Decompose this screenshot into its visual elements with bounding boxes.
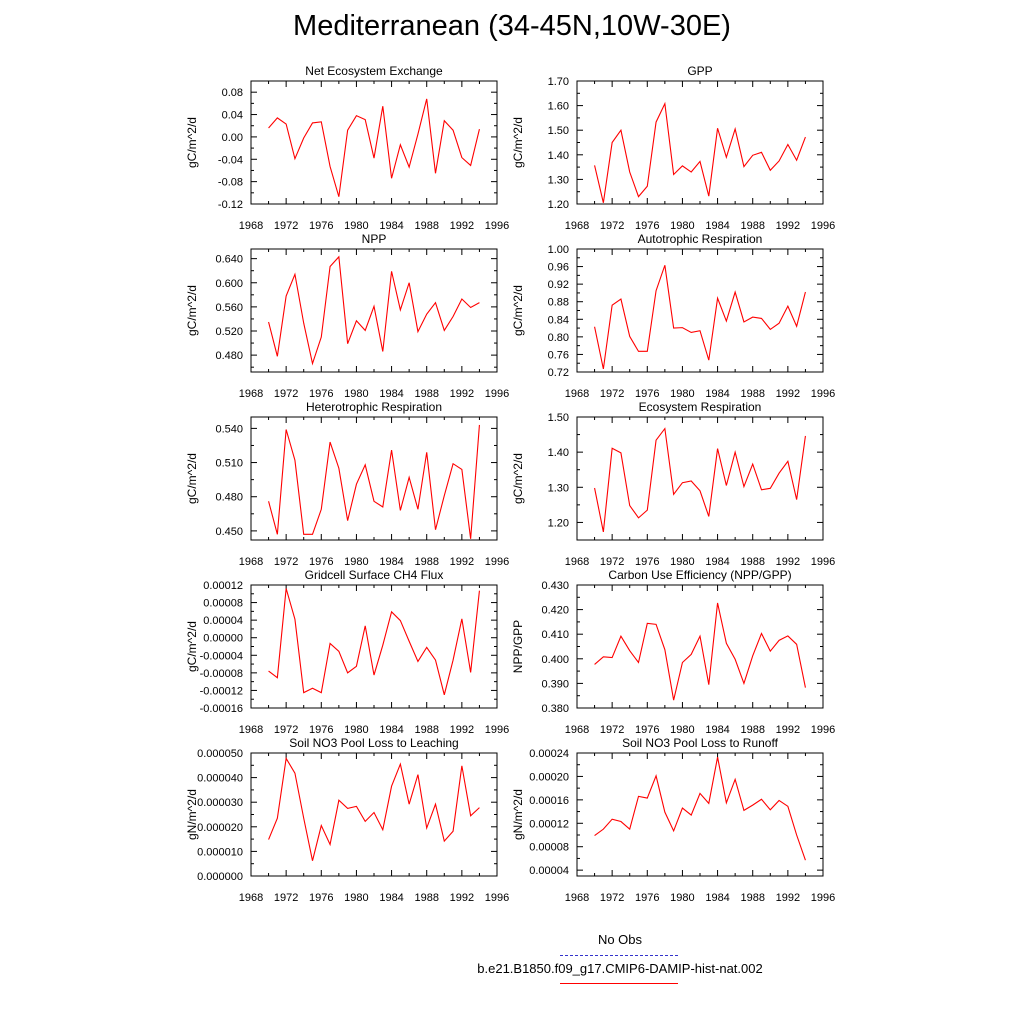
y-tick-label: 0.540 [215,423,243,436]
x-tick-label: 1976 [309,892,334,904]
y-tick-label: -0.00008 [199,667,243,680]
y-tick-label: 0.00016 [529,794,569,807]
x-tick-label: 1976 [635,724,660,736]
x-tick-label: 1992 [775,556,801,568]
x-tick-label: 1992 [775,220,801,232]
plot-frame [251,585,497,708]
x-tick-label: 1968 [238,892,264,904]
x-tick-label: 1988 [740,388,765,400]
y-tick-label: 0.430 [541,580,569,592]
y-tick-label: 0.000020 [197,821,243,834]
x-tick-label: 1996 [810,892,836,904]
x-tick-label: 1984 [705,220,730,232]
x-tick-label: 1996 [810,220,836,232]
legend [430,930,810,990]
y-tick-label: 1.20 [547,517,569,530]
y-tick-label: 0.380 [541,703,569,715]
x-tick-label: 1968 [564,892,590,904]
y-tick-label: 0.000010 [197,846,243,859]
y-tick-label: 0.92 [547,279,569,292]
y-tick-label: 1.00 [547,244,569,256]
y-tick-label: 0.510 [215,457,243,470]
y-axis-label: gC/m^2/d [511,285,525,336]
y-tick-label: 0.390 [541,678,569,691]
x-tick-label: 1992 [775,388,801,400]
x-tick-label: 1976 [635,892,660,904]
y-axis-label: gN/m^2/d [511,789,525,840]
series-line [269,257,480,364]
x-tick-label: 1992 [775,892,801,904]
y-tick-label: 0.410 [541,629,569,642]
x-tick-label: 1988 [740,556,765,568]
series-line [269,758,480,860]
y-tick-label: 0.96 [547,261,569,274]
x-tick-label: 1968 [238,556,264,568]
x-tick-label: 1972 [273,220,299,232]
x-tick-label: 1972 [273,724,299,736]
panel-2 [185,232,509,400]
y-tick-label: 0.520 [215,326,243,338]
x-tick-label: 1976 [635,388,660,400]
y-tick-label: 0.600 [215,277,243,290]
y-axis-label: gN/m^2/d [185,789,199,840]
y-tick-label: 1.50 [547,412,569,424]
y-tick-label: 0.00008 [529,841,569,854]
x-tick-label: 1984 [379,892,404,904]
y-tick-label: 0.480 [215,491,243,504]
x-tick-label: 1972 [599,892,625,904]
y-tick-label: 0.000030 [197,797,243,810]
x-tick-label: 1996 [484,220,510,232]
series-line [595,757,806,860]
x-tick-label: 1972 [273,556,299,568]
y-tick-label: 1.60 [547,100,569,113]
x-tick-label: 1988 [414,892,439,904]
x-tick-label: 1984 [379,724,404,736]
x-tick-label: 1972 [273,388,299,400]
y-axis-label: gC/m^2/d [511,453,525,504]
x-tick-label: 1980 [670,556,695,568]
y-tick-label: 1.30 [547,174,569,187]
x-tick-label: 1984 [379,388,404,400]
x-tick-label: 1976 [309,388,334,400]
x-tick-label: 1984 [705,892,730,904]
panel-title: Autotrophic Respiration [637,232,763,246]
plot-frame [251,753,497,876]
panel-title: Gridcell Surface CH4 Flux [304,568,444,582]
panel-5 [511,400,835,568]
plot-frame [577,81,823,204]
y-tick-label: 0.00008 [203,597,243,610]
y-tick-label: 0.80 [547,331,569,344]
x-tick-label: 1996 [484,556,510,568]
y-tick-label: 0.76 [547,349,569,362]
series-line [595,265,806,369]
y-axis-label: gC/m^2/d [185,285,199,336]
panel-4 [185,400,509,568]
y-tick-label: 0.640 [215,253,243,266]
series-line [269,99,480,197]
panel-0 [185,64,509,232]
panel-9 [511,736,835,904]
x-tick-label: 1988 [740,724,765,736]
x-tick-label: 1980 [344,724,369,736]
panel-7 [511,568,835,736]
y-tick-label: -0.00012 [199,685,243,698]
panel-title: Carbon Use Efficiency (NPP/GPP) [608,568,792,582]
y-tick-label: -0.08 [217,176,243,189]
x-tick-label: 1980 [670,892,695,904]
x-tick-label: 1968 [564,556,590,568]
series-line [595,104,806,203]
x-tick-label: 1980 [344,388,369,400]
y-tick-label: 0.480 [215,350,243,363]
x-tick-label: 1996 [484,724,510,736]
x-tick-label: 1992 [449,220,475,232]
y-tick-label: 0.000000 [197,871,243,883]
x-tick-label: 1996 [810,724,836,736]
y-tick-label: 1.50 [547,125,569,138]
y-axis-label: gC/m^2/d [511,117,525,168]
y-tick-label: -0.04 [217,154,243,167]
x-tick-label: 1992 [449,556,475,568]
plot-frame [251,249,497,372]
x-tick-label: 1988 [414,388,439,400]
plot-frame [577,585,823,708]
y-tick-label: -0.00004 [199,650,243,663]
legend-line-obs [560,955,678,956]
y-tick-label: 0.00004 [203,615,243,628]
x-tick-label: 1996 [810,556,836,568]
x-tick-label: 1988 [740,220,765,232]
panel-title: Ecosystem Respiration [638,400,762,414]
y-tick-label: 0.00 [221,131,243,144]
series-line [269,425,480,539]
plot-frame [577,417,823,540]
y-tick-label: 0.00012 [529,818,569,831]
x-tick-label: 1984 [379,220,404,232]
x-tick-label: 1992 [449,892,475,904]
y-tick-label: 1.20 [547,199,569,211]
y-tick-label: 0.00020 [529,771,569,784]
x-tick-label: 1980 [670,388,695,400]
x-tick-label: 1992 [775,724,801,736]
x-tick-label: 1988 [414,556,439,568]
panel-title: NPP [361,232,387,246]
x-tick-label: 1968 [238,388,264,400]
panel-title: Net Ecosystem Exchange [305,64,443,78]
x-tick-label: 1976 [635,556,660,568]
panel-title: Soil NO3 Pool Loss to Runoff [622,736,778,750]
x-tick-label: 1980 [344,220,369,232]
x-tick-label: 1996 [484,388,510,400]
y-tick-label: 0.560 [215,301,243,314]
panel-title: Soil NO3 Pool Loss to Leaching [289,736,459,750]
x-tick-label: 1968 [238,220,264,232]
panel-1 [511,64,835,232]
x-tick-label: 1984 [379,556,404,568]
y-axis-label: gC/m^2/d [185,117,199,168]
y-tick-label: 0.84 [547,314,569,327]
y-tick-label: 0.88 [547,296,569,309]
x-tick-label: 1976 [309,556,334,568]
y-tick-label: 0.00024 [529,748,569,760]
y-tick-label: 0.72 [547,367,569,379]
x-tick-label: 1980 [344,892,369,904]
page-title: Mediterranean (34-45N,10W-30E) [293,10,731,42]
panel-title: Heterotrophic Respiration [305,400,443,414]
x-tick-label: 1980 [670,220,695,232]
x-tick-label: 1968 [564,220,590,232]
panel-8 [185,736,509,904]
panel-title: GPP [687,64,713,78]
x-tick-label: 1988 [414,724,439,736]
y-tick-label: -0.12 [217,199,243,211]
x-tick-label: 1976 [309,220,334,232]
y-tick-label: -0.00016 [199,703,243,715]
y-tick-label: 0.08 [221,87,243,100]
y-axis-label: NPP/GPP [511,619,525,674]
x-tick-label: 1984 [705,388,730,400]
x-tick-label: 1968 [564,388,590,400]
x-tick-label: 1976 [635,220,660,232]
legend-label-model: b.e21.B1850.f09_g17.CMIP6-DAMIP-hist-nat.002 [477,961,763,976]
x-tick-label: 1968 [564,724,590,736]
y-tick-label: 1.70 [547,76,569,88]
panel-3 [511,232,835,400]
x-tick-label: 1988 [740,892,765,904]
x-tick-label: 1972 [273,892,299,904]
y-tick-label: 1.30 [547,482,569,495]
y-tick-label: 0.04 [221,109,243,122]
y-axis-label: gC/m^2/d [185,453,199,504]
series-line [595,429,806,532]
x-tick-label: 1976 [309,724,334,736]
panel-6 [185,568,509,736]
x-tick-label: 1988 [414,220,439,232]
x-tick-label: 1972 [599,556,625,568]
y-axis-label: gC/m^2/d [185,621,199,672]
legend-line-model [560,983,678,984]
x-tick-label: 1984 [705,556,730,568]
y-tick-label: 0.000050 [197,748,243,760]
y-tick-label: 1.40 [547,447,569,460]
y-tick-label: 0.00012 [203,580,243,592]
y-tick-label: 0.00004 [529,865,569,878]
y-tick-label: 0.420 [541,604,569,617]
plot-frame [577,753,823,876]
x-tick-label: 1980 [344,556,369,568]
x-tick-label: 1972 [599,724,625,736]
y-tick-label: 0.00000 [203,632,243,645]
y-tick-label: 1.40 [547,149,569,162]
x-tick-label: 1996 [810,388,836,400]
x-tick-label: 1968 [238,724,264,736]
y-tick-label: 0.000040 [197,772,243,785]
y-tick-label: 0.450 [215,525,243,538]
series-line [595,603,806,700]
legend-label-obs: No Obs [597,932,643,947]
y-tick-label: 0.400 [541,653,569,666]
x-tick-label: 1972 [599,220,625,232]
x-tick-label: 1972 [599,388,625,400]
x-tick-label: 1992 [449,388,475,400]
x-tick-label: 1980 [670,724,695,736]
x-tick-label: 1996 [484,892,510,904]
x-tick-label: 1992 [449,724,475,736]
x-tick-label: 1984 [705,724,730,736]
plot-frame [251,81,497,204]
series-line [269,589,480,695]
